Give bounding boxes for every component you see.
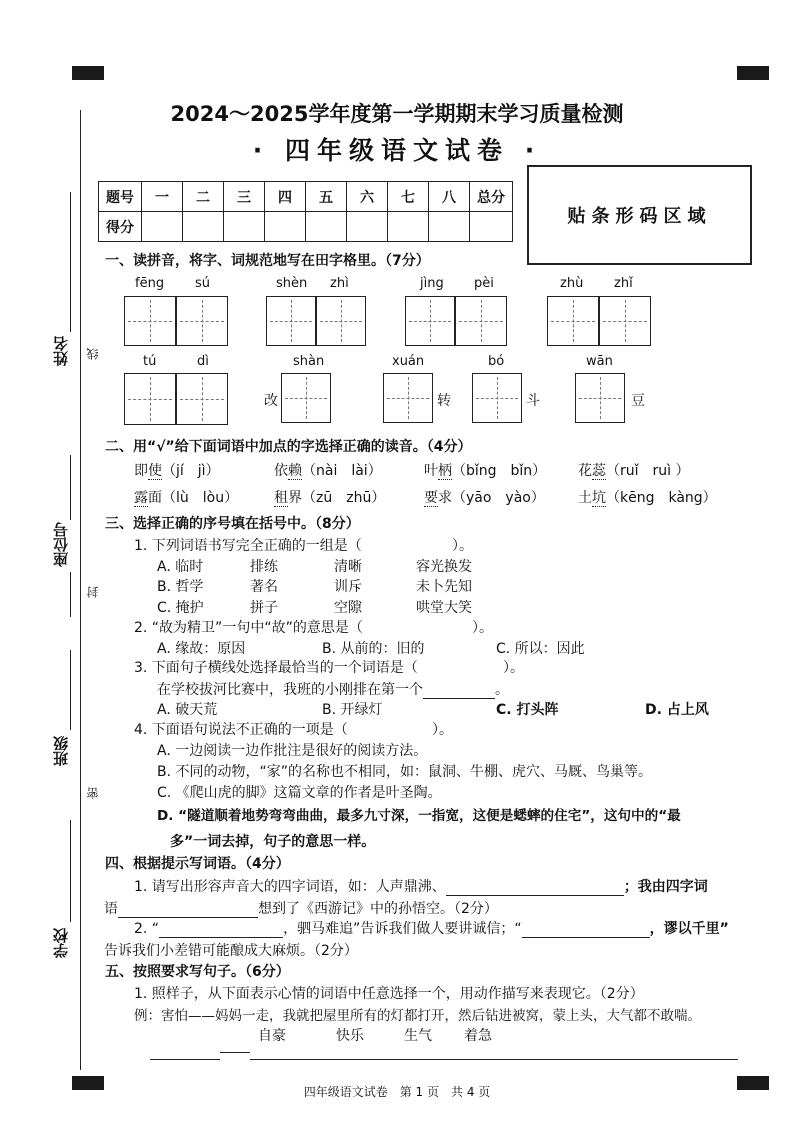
corner-mark-top-right xyxy=(737,66,769,80)
q2-option: A. 缘故：原因 xyxy=(157,641,246,657)
tianzige-box[interactable] xyxy=(266,296,316,346)
score-table-score-row xyxy=(99,212,513,242)
pinyin: shèn xyxy=(276,276,308,291)
side-class-label: 班级 xyxy=(52,736,70,766)
choice-char: 即 xyxy=(134,463,148,479)
s4-q1-blank2[interactable] xyxy=(118,903,258,918)
barcode-area xyxy=(527,165,752,265)
score-cell[interactable] xyxy=(142,212,183,242)
section2-title: 二、用“√”给下面词语中加点的字选择正确的读音。（4分） xyxy=(105,439,472,455)
pinyin: jìng xyxy=(420,276,444,291)
s4-q1-line1 xyxy=(134,876,708,896)
score-header-cell: 一 xyxy=(142,182,183,212)
q1-option: A. 临时 xyxy=(157,559,204,575)
pinyin-choice-item xyxy=(424,460,546,480)
pinyin-choice-item xyxy=(274,487,385,507)
side-mark-mi: 密 xyxy=(86,787,100,799)
choice-char: 界 xyxy=(288,490,302,506)
tianzige-box[interactable] xyxy=(124,296,176,346)
q1-option-word: 未卜先知 xyxy=(416,579,472,595)
score-row-label: 得分 xyxy=(99,212,142,242)
pinyin-choice-item xyxy=(578,487,717,507)
q2-option: C. 所以：因此 xyxy=(496,641,585,657)
q3-option: C. 打头阵 xyxy=(496,702,559,718)
score-table-header-row xyxy=(99,182,513,212)
score-cell[interactable] xyxy=(183,212,224,242)
side-name-label: 姓名 xyxy=(52,336,70,366)
section1-title: 一、读拼音，将字、词规范地写在田字格里。（7分） xyxy=(105,253,430,269)
pinyin: bó xyxy=(488,354,505,369)
s4-q2-text2: ，驷马难追”告诉我们做人要讲诚信；“ xyxy=(283,921,522,937)
choice-options[interactable]: （nài lài） xyxy=(302,463,382,479)
s4-q1-text4: 想到了《西游记》中的孙悟空。（2分） xyxy=(258,901,498,917)
class-blank xyxy=(70,650,71,730)
score-header-cell: 二 xyxy=(183,182,224,212)
pinyin: zhì xyxy=(330,276,349,291)
score-cell[interactable] xyxy=(306,212,347,242)
exam-title: 2024～2025学年度第一学期期末学习质量检测 xyxy=(170,102,624,126)
q3-sentence-end: 。 xyxy=(495,682,509,698)
score-header-cell: 八 xyxy=(429,182,470,212)
score-header-cell: 五 xyxy=(306,182,347,212)
choice-char: 面 xyxy=(148,490,162,506)
q3-sentence xyxy=(157,679,509,699)
s5-word: 自豪 xyxy=(258,1028,286,1044)
pinyin: zhù xyxy=(560,276,584,291)
q4-option-a: A. 一边阅读一边作批注是很好的阅读方法。 xyxy=(157,743,428,759)
pinyin-choice-item xyxy=(424,487,545,507)
q1-stem: 1. 下列词语书写完全正确的一组是（ xyxy=(134,538,362,554)
school-blank xyxy=(70,820,71,922)
pinyin: wān xyxy=(586,354,613,369)
score-header-cell: 六 xyxy=(347,182,388,212)
q3-answer-bracket-end[interactable]: ）。 xyxy=(503,660,524,676)
choice-dotted-char: 赖 xyxy=(288,463,302,479)
pinyin: fēng xyxy=(135,276,165,291)
q1-option-word: 空隙 xyxy=(334,600,362,616)
s4-q1-line2 xyxy=(104,898,498,918)
q1-option-word: 拼子 xyxy=(250,600,278,616)
seat-blank xyxy=(70,455,71,520)
s5-word: 着急 xyxy=(464,1028,492,1044)
score-cell[interactable] xyxy=(470,212,513,242)
corner-mark-top-left xyxy=(72,66,104,80)
pinyin: pèi xyxy=(474,276,494,291)
tianzige-box[interactable] xyxy=(124,373,176,425)
s4-q2-blank2[interactable] xyxy=(522,923,650,938)
tianzige-box[interactable] xyxy=(316,296,366,346)
choice-options[interactable]: （zū zhū） xyxy=(302,490,386,506)
score-cell[interactable] xyxy=(429,212,470,242)
choice-char: 叶 xyxy=(424,463,438,479)
side-mark-xian: 线 xyxy=(86,348,100,360)
section3-title: 三、选择正确的序号填在括号中。（8分） xyxy=(105,516,360,532)
q3-blank[interactable] xyxy=(423,684,495,699)
pinyin: tú xyxy=(143,354,157,369)
section4-title: 四、根据提示写词语。（4分） xyxy=(105,856,290,872)
choice-char: 求 xyxy=(438,490,452,506)
pinyin-choice-item xyxy=(134,460,220,480)
s4-q1-text: 1. 请写出形容声音大的四字词语，如：人声鼎沸、 xyxy=(134,879,446,895)
choice-options[interactable]: （yāo yào） xyxy=(452,490,545,506)
choice-char: 土 xyxy=(578,490,592,506)
q1-option-word: 哄堂大笑 xyxy=(416,600,472,616)
q4-option-d-line2: 多”一词去掉，句子的意思一样。 xyxy=(170,834,376,850)
tianzige-box[interactable] xyxy=(599,296,651,346)
q4-option-b: B. 不同的动物，“家”的名称也不相同，如：鼠洞、牛棚、虎穴、马厩、鸟巢等。 xyxy=(157,764,653,780)
score-header-cell: 总分 xyxy=(470,182,513,212)
choice-options[interactable]: （bǐng bǐn） xyxy=(452,463,547,479)
s4-q1-text2: ；我由四字词 xyxy=(623,879,708,895)
pinyin: dì xyxy=(197,354,209,369)
tianzige-box[interactable] xyxy=(176,373,228,425)
score-cell[interactable] xyxy=(224,212,265,242)
q2-answer-bracket-end[interactable]: ）。 xyxy=(472,620,493,636)
side-school-label: 学校 xyxy=(52,928,70,958)
score-header-cell: 四 xyxy=(265,182,306,212)
q1-option-word: 著名 xyxy=(250,579,278,595)
score-header-cell: 七 xyxy=(388,182,429,212)
score-cell[interactable] xyxy=(388,212,429,242)
side-mark-feng: 封 xyxy=(86,586,100,598)
tianzige-box[interactable] xyxy=(281,373,331,423)
tianzige-box[interactable] xyxy=(575,373,625,423)
s4-q2-line1 xyxy=(134,918,729,938)
q1-answer-bracket-end[interactable]: ）。 xyxy=(452,538,473,554)
q4-answer-bracket-end[interactable]: ）。 xyxy=(432,722,453,738)
s5-q1: 1. 照样子，从下面表示心情的词语中任意选择一个，用动作描写来表现它。（2分） xyxy=(134,986,644,1002)
q1-option-word: 训斥 xyxy=(334,579,362,595)
choice-dotted-char: 露 xyxy=(134,490,148,506)
section5-title: 五、按照要求写句子。（6分） xyxy=(105,964,290,980)
tianzige-box[interactable] xyxy=(455,296,507,346)
pinyin: zhǐ xyxy=(614,276,633,291)
score-cell[interactable] xyxy=(347,212,388,242)
choice-options[interactable]: （kēng kàng） xyxy=(606,490,717,506)
q2-option: B. 从前的：旧的 xyxy=(322,641,425,657)
pinyin-choice-item xyxy=(578,460,690,480)
q3-option: D. 占上风 xyxy=(645,702,709,718)
fixed-char: 斗 xyxy=(526,393,540,409)
s5-word: 快乐 xyxy=(336,1028,364,1044)
choice-options[interactable]: （lù lòu） xyxy=(162,490,239,506)
s4-q2-line2: 告诉我们小差错可能酿成大麻烦。（2分） xyxy=(104,943,358,959)
choice-char: 花 xyxy=(578,463,592,479)
tianzige-box[interactable] xyxy=(383,373,433,423)
s5-answer-line-dash xyxy=(220,1052,250,1053)
q3-option: A. 破天荒 xyxy=(157,702,218,718)
tianzige-box[interactable] xyxy=(405,296,455,346)
choice-options[interactable]: （jí jì） xyxy=(162,463,220,479)
binding-line xyxy=(80,110,81,1070)
pinyin: xuán xyxy=(392,354,425,369)
s4-q2-text1: 2. “ xyxy=(134,921,160,937)
s5-word: 生气 xyxy=(404,1028,432,1044)
s4-q2-text3: ，谬以千里” xyxy=(649,921,729,937)
q4-option-c: C. 《爬山虎的脚》这篇文章的作者是叶圣陶。 xyxy=(157,785,442,801)
s5-answer-line-short[interactable] xyxy=(150,1059,220,1060)
fixed-char: 改 xyxy=(264,393,278,409)
score-header-cell: 题号 xyxy=(99,182,142,212)
tianzige-box[interactable] xyxy=(547,296,599,346)
q1-option: C. 掩护 xyxy=(157,600,204,616)
choice-dotted-char: 坑 xyxy=(592,490,606,506)
seat-blank-lower xyxy=(70,572,71,617)
page-footer: 四年级语文试卷 第 1 页 共 4 页 xyxy=(303,1085,491,1099)
pinyin-choice-item xyxy=(274,460,382,480)
choice-dotted-char: 要 xyxy=(424,490,438,506)
fixed-char: 豆 xyxy=(631,393,645,409)
pinyin: shàn xyxy=(293,354,325,369)
fixed-char: 转 xyxy=(437,393,451,409)
q4-stem: 4. 下面语句说法不正确的一项是（ xyxy=(134,722,348,738)
q2-stem: 2. “故为精卫”一句中“故”的意思是（ xyxy=(134,620,363,636)
choice-dotted-char: 使 xyxy=(148,463,162,479)
tianzige-box[interactable] xyxy=(176,296,228,346)
q3-option: B. 开绿灯 xyxy=(322,702,383,718)
choice-dotted-char: 蕊 xyxy=(592,463,606,479)
score-table xyxy=(98,181,513,242)
s4-q1-blank1[interactable] xyxy=(446,881,624,896)
q3-stem: 3. 下面句子横线处选择最恰当的一个词语是（ xyxy=(134,660,418,676)
pinyin: sú xyxy=(195,276,211,291)
pinyin-choice-item xyxy=(134,487,238,507)
score-header-cell: 三 xyxy=(224,182,265,212)
q1-option-word: 容光换发 xyxy=(416,559,472,575)
name-blank xyxy=(70,192,71,332)
s4-q1-text3: 语 xyxy=(104,901,118,917)
side-seat-label: 座位号 xyxy=(52,522,70,567)
choice-options[interactable]: （ruǐ ruì ） xyxy=(606,463,690,479)
s5-answer-line[interactable] xyxy=(250,1059,738,1060)
barcode-label: 贴条形码区域 xyxy=(567,206,712,227)
choice-char: 依 xyxy=(274,463,288,479)
exam-subtitle: · 四年级语文试卷 · xyxy=(252,136,542,165)
q4-option-d-line1: D. “隧道顺着地势弯弯曲曲，最多九寸深，一指宽，这便是蟋蟀的住宅”，这句中的“最 xyxy=(157,808,681,824)
q1-option: B. 哲学 xyxy=(157,579,204,595)
s4-q2-blank1[interactable] xyxy=(159,923,283,938)
q1-option-word: 清晰 xyxy=(334,559,362,575)
q3-sentence-text: 在学校拔河比赛中，我班的小刚排在第一个 xyxy=(157,682,423,698)
q1-option-word: 排练 xyxy=(250,559,278,575)
choice-dotted-char: 租 xyxy=(274,490,288,506)
choice-dotted-char: 柄 xyxy=(438,463,452,479)
tianzige-box[interactable] xyxy=(472,373,522,423)
score-cell[interactable] xyxy=(265,212,306,242)
s5-example: 例：害怕——妈妈一走，我就把屋里所有的灯都打开，然后钻进被窝，蒙上头，大气都不敢喘。 xyxy=(134,1008,701,1024)
